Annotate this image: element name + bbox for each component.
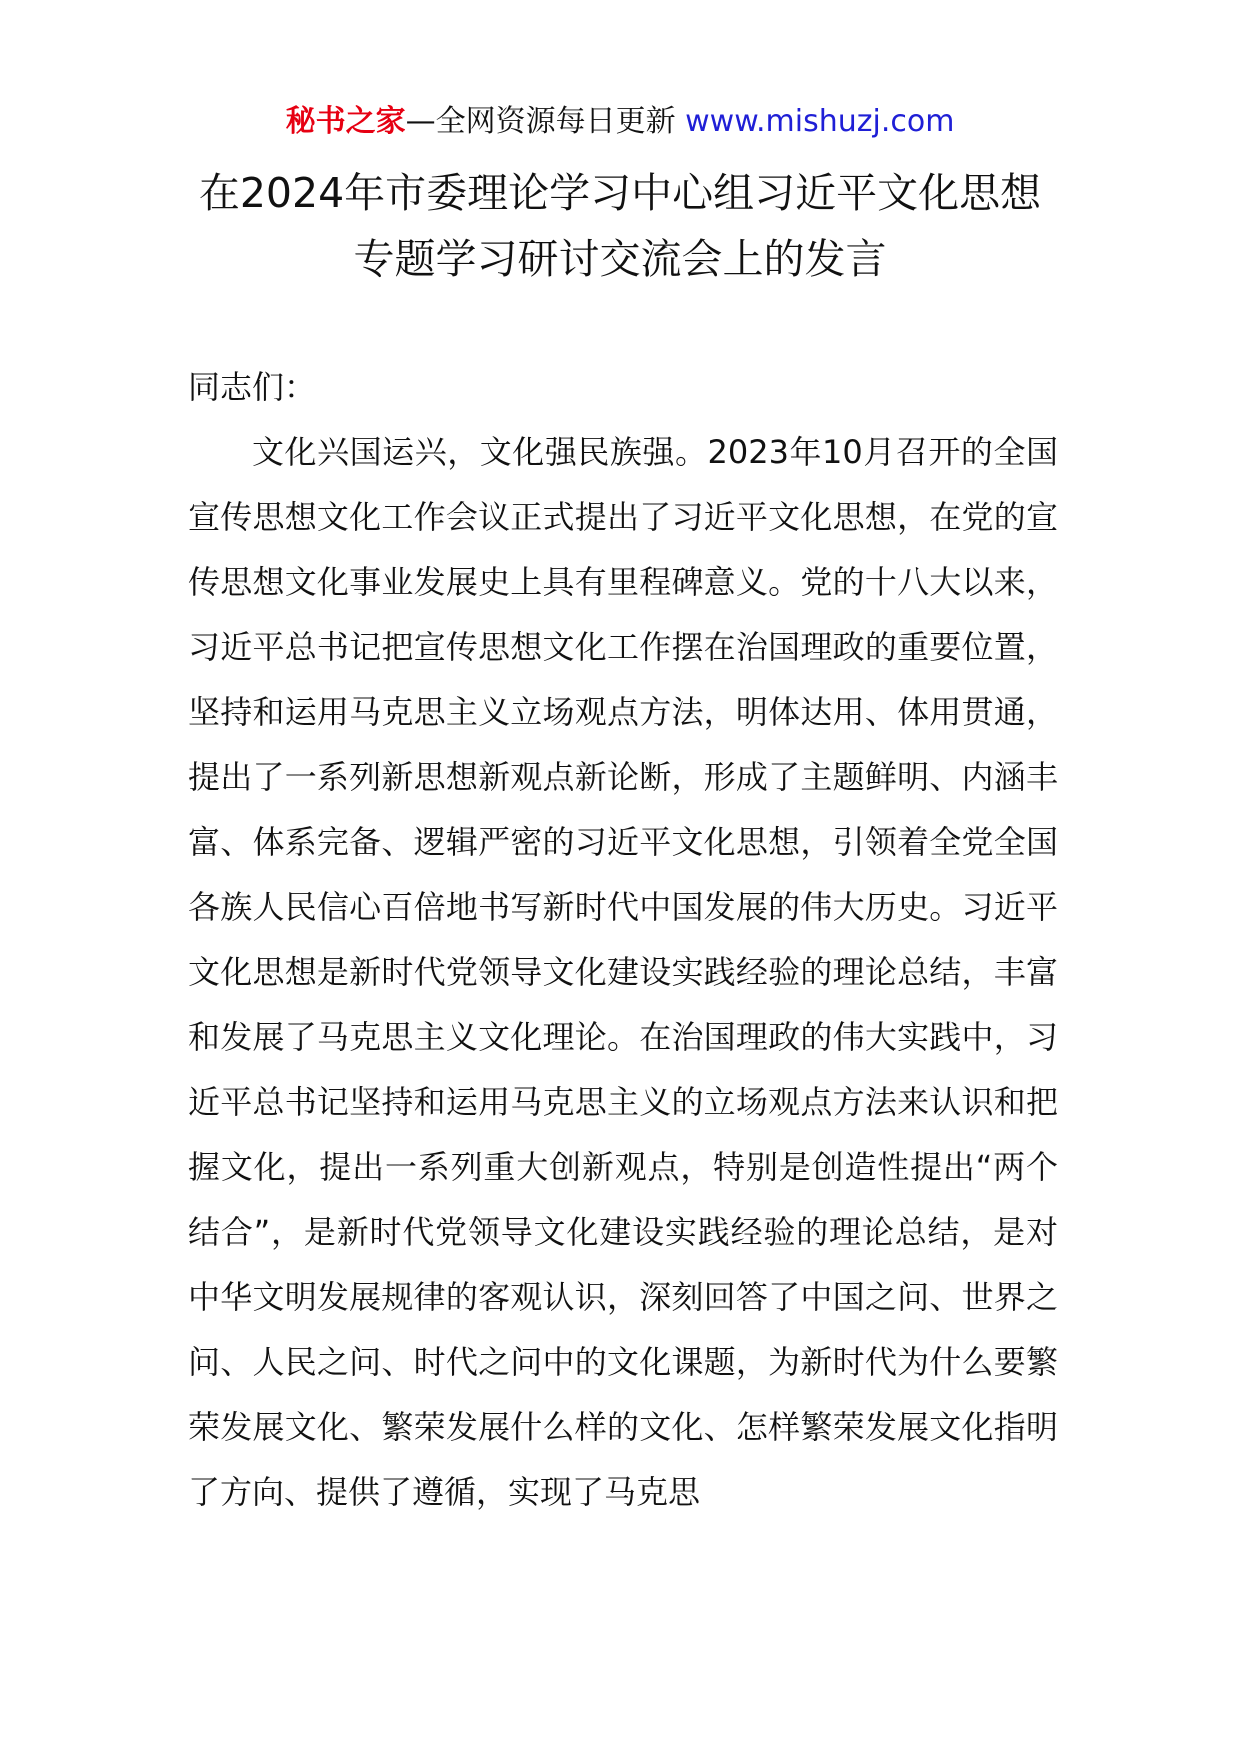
body-paragraph: 文化兴国运兴，文化强民族强。2023年10月召开的全国宣传思想文化工作会议正式提出了习近平文化思想，在党的宣传思想文化事业发展史上具有里程碑意义。党的十八大以来，习近平总书记把宣传思想文化工作摆在治国理政的重要位置，坚持和运用马克思主义立场观点方法，明体达用、体用贯通，提出了一系列新思想新观点新论断，形成了主题鲜明、内涵丰富、体系完备、逻辑严密的习近平文化思想，引领着全党全国各族人民信心百倍地书写新时代中国发展的伟大历史。习近平文化思想是新时代党领导文化建设实践经验的理论总结，丰富和发展了马克思主义文化理论。在治国理政的伟大实践中，习近平总书记坚持和运用马克思主义的立场观点方法来认识和把握文化，提出一系列重大创新观点，特别是创造性提出“两个结合”，是新时代党领导文化建设实践经验的理论总结，是对中华文明发展规律的客观认识，深刻回答了中国之问、世界之问、人民之问、时代之问中的文化课题，为新时代为什么要繁荣发展文化、繁荣发展什么样的文化、怎样繁荣发展文化指明了方向、提供了遵循，实现了马克思 bbox=[188, 433, 1058, 1511]
site-header-banner bbox=[0, 100, 1240, 144]
document-title-line-1: 在2024年市委理论学习中心组习近平文化思想 bbox=[198, 169, 1042, 217]
document-body bbox=[188, 355, 1058, 1525]
site-url-link[interactable]: www.mishuzj.com bbox=[685, 104, 955, 139]
document-title-line-2: 专题学习研讨交流会上的发言 bbox=[353, 235, 887, 283]
document-title bbox=[120, 160, 1120, 292]
site-tagline: —全网资源每日更新 bbox=[405, 104, 676, 139]
salutation: 同志们： bbox=[188, 368, 317, 406]
site-brand-name: 秘书之家 bbox=[285, 104, 406, 139]
